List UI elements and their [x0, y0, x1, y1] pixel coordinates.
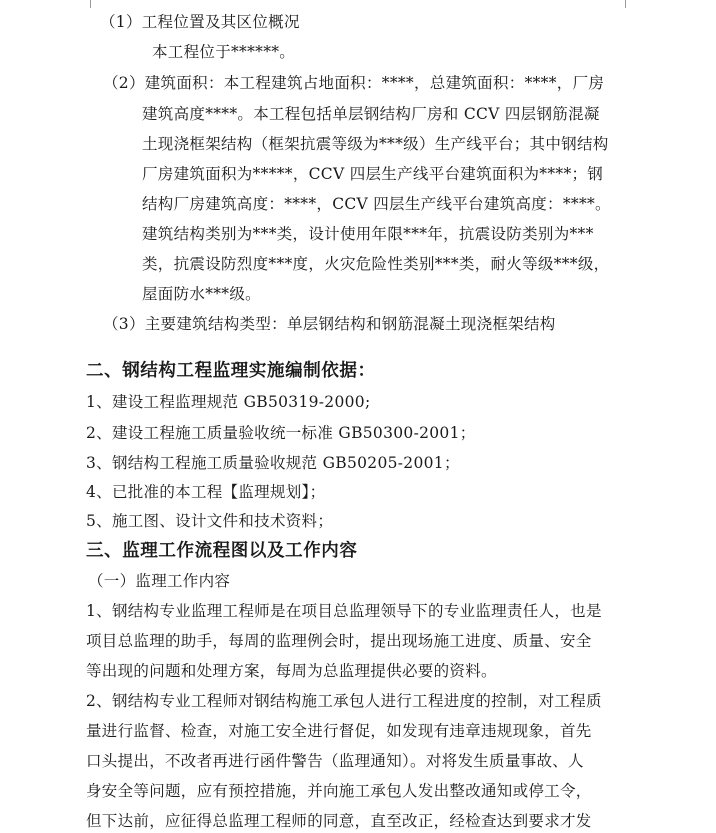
sub2-line: 建筑结构类别为***类，设计使用年限***年，抗震设防类别为***: [142, 225, 594, 243]
section-3-heading: 三、监理工作流程图以及工作内容: [86, 541, 358, 561]
page-corner-mark-left: [68, 0, 91, 8]
paragraph-1-line: 等出现的问题和处理方案，每周为总监理提供必要的资料。: [86, 662, 497, 680]
sub3-line: （3）主要建筑结构类型：单层钢结构和钢筋混凝土现浇框架结构: [103, 315, 556, 333]
paragraph-2-line: 但下达前，应征得总监理工程师的同意，直至改正，经检查达到要求才发: [86, 812, 592, 830]
paragraph-1-line: 1、钢结构专业监理工程师是在项目总监理领导下的专业监理责任人，也是: [86, 602, 602, 620]
sub1-heading: （1）工程位置及其区位概况: [100, 13, 300, 31]
page-corner-mark-right: [625, 0, 648, 8]
basis-item: 3、钢结构工程施工质量验收规范 GB50205-2001；: [86, 454, 460, 472]
paragraph-2-line: 2、钢结构专业工程师对钢结构施工承包人进行工程进度的控制，对工程质: [86, 692, 602, 710]
sub2-line: 结构厂房建筑高度：****，CCV 四层生产线平台建筑高度：****。: [142, 195, 611, 213]
sub2-line: 土现浇框架结构（框架抗震等级为***级）生产线平台；其中钢结构: [142, 135, 609, 153]
paragraph-2-line: 身安全等问题，应有预控措施，并向施工承包人发出整改通知或停工令，: [86, 782, 592, 800]
section-3-subheading: （一）监理工作内容: [88, 572, 231, 590]
basis-item: 5、施工图、设计文件和技术资料；: [86, 512, 334, 530]
paragraph-2-line: 量进行监督、检查，对施工安全进行督促，如发现有违章违规现象，首先: [86, 722, 592, 740]
basis-item: 1、建设工程监理规范 GB50319-2000;: [86, 393, 371, 411]
sub1-body: 本工程位于******。: [152, 43, 296, 61]
sub2-line: 建筑高度****。本工程包括单层钢结构厂房和 CCV 四层钢筋混凝: [142, 105, 600, 123]
basis-item: 2、建设工程施工质量验收统一标准 GB50300-2001；: [86, 424, 476, 442]
paragraph-2-line: 口头提出，不改者再进行函件警告（监理通知）。对将发生质量事故、人: [86, 752, 584, 770]
section-2-heading: 二、钢结构工程监理实施编制依据：: [86, 361, 376, 381]
paragraph-1-line: 项目总监理的助手，每周的监理例会时，提出现场施工进度、质量、安全: [86, 632, 592, 650]
sub2-line: 类，抗震设防烈度***度，火灾危险性类别***类，耐火等级***级，: [142, 255, 610, 273]
basis-item: 4、已批准的本工程【监理规划】；: [86, 483, 326, 501]
sub2-line: 屋面防水***级。: [142, 285, 261, 303]
sub2-line: （2）建筑面积：本工程建筑占地面积：****，总建筑面积：****，厂房: [103, 74, 605, 92]
sub2-line: 厂房建筑面积为*****，CCV 四层生产线平台建筑面积为****；钢: [142, 165, 604, 183]
